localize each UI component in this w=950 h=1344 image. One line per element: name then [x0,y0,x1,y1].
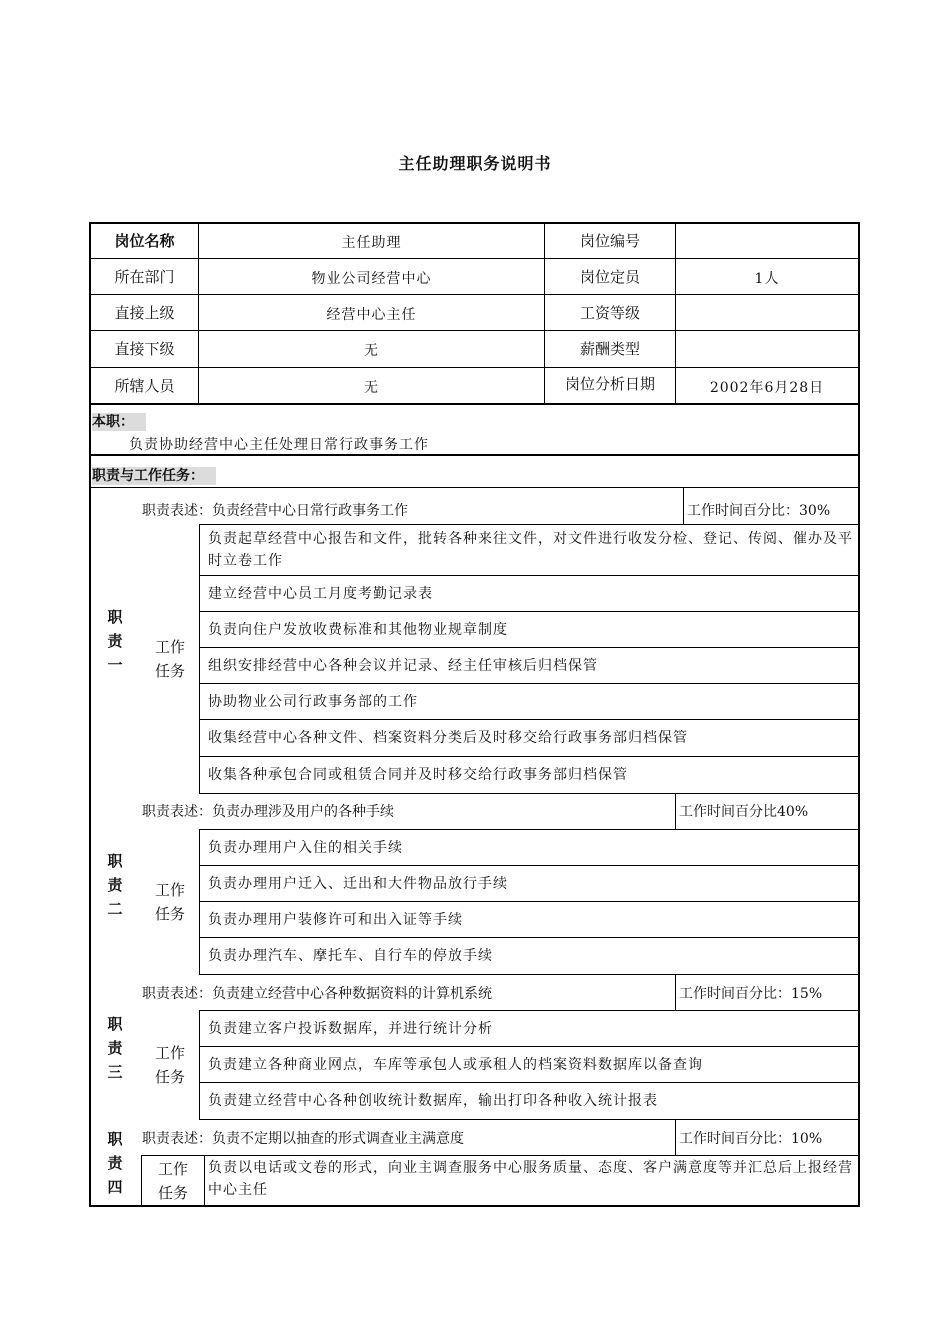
frame-right [858,222,860,1207]
label-department: 所在部门 [114,267,175,286]
duty2-task-2: 负责办理用户迁入、迁出和大件物品放行手续 [208,876,508,892]
duty1-name [91,488,139,794]
label-salary-grade: 工资等级 [579,303,640,322]
duties-heading: 职责与工作任务： [92,467,216,485]
value-analysis-date: 2002年6月28日 [709,379,825,396]
duty2-pct-divider [675,794,676,830]
duty2-name [91,794,139,975]
duty1-task-divider [199,524,200,794]
benzhi-bottom [89,454,860,456]
duty1-task-label-text: 工作任务 [154,638,185,680]
value-compensation-type [676,331,858,367]
duty1-name-text: 职责一 [107,608,123,674]
label-headcount: 岗位定员 [579,267,640,286]
duty3-task-2: 负责建立各种商业网点，车库等承包人或承租人的档案资料数据库以备查询 [208,1057,703,1073]
duty1-pct-divider [683,488,684,525]
label-position-name: 岗位名称 [114,232,175,250]
duty1-task-label [141,524,199,794]
job-description-table [89,222,860,1207]
duty4-task-divider [204,1155,205,1206]
duty4-task-label [142,1156,204,1206]
duties-heading-bottom [89,487,860,488]
duty1-task-7: 收集各种承包合同或租赁合同并及时移交给行政事务部归档保管 [208,767,628,783]
duty2-desc: 职责表述：负责办理涉及用户的各种手续 [142,804,394,820]
duty2-bottom [199,974,860,975]
duty2-task-divider [199,829,200,975]
duty2-task-1: 负责办理用户入住的相关手续 [208,840,403,856]
value-staff-under: 无 [364,379,379,396]
duty1-task-1: 负责起草经营中心报告和文件，批转各种来往文件，对文件进行收发分检、登记、传阅、催办及平时立卷工作 [208,531,853,569]
duty3-name [91,975,139,1120]
label-direct-superior: 直接上级 [114,303,175,322]
duty2-task-label-text: 工作任务 [154,881,185,923]
label-analysis-date: 岗位分析日期 [564,374,655,393]
duty3-task-label-text: 工作任务 [154,1044,185,1086]
duty2-pct: 工作时间百分比40% [679,804,809,820]
duty3-pct-divider [675,975,676,1011]
duty2-name-text: 职责二 [107,851,123,918]
value-position-name: 主任助理 [341,235,402,251]
duty3-task-label [141,1010,199,1120]
benzhi-heading: 本职： [92,413,146,431]
duty3-pct: 工作时间百分比：15% [679,986,823,1002]
value-direct-superior: 经营中心主任 [326,306,417,323]
duty3-bottom [199,1119,860,1120]
document-title: 主任助理职务说明书 [398,154,552,173]
duty1-desc: 职责表述：负责经营中心日常行政事务工作 [142,503,408,519]
label-position-code: 岗位编号 [579,232,640,250]
duty1-task-2: 建立经营中心员工月度考勤记录表 [208,586,433,602]
duty3-desc: 职责表述：负责建立经营中心各种数据资料的计算机系统 [142,986,492,1002]
value-department: 物业公司经营中心 [311,270,432,287]
duty1-task-5: 协助物业公司行政事务部的工作 [208,694,418,710]
duty1-pct: 工作时间百分比：30% [687,503,831,519]
duty3-task-3: 负责建立经营中心各种创收统计数据库，输出打印各种收入统计报表 [208,1093,658,1109]
value-position-code [676,224,858,258]
duty2-task-label [141,829,199,975]
duty2-task-3: 负责办理用户装修许可和出入证等手续 [208,912,463,928]
duty3-name-text: 职责三 [107,1014,123,1081]
duty4-pct: 工作时间百分比：10% [679,1131,823,1147]
label-direct-subordinate: 直接下级 [114,340,175,358]
value-headcount: 1人 [754,270,780,287]
duty1-bottom [199,793,860,794]
value-salary-grade [676,295,858,330]
duty4-name-text: 职责四 [107,1130,123,1196]
duty1-task-4: 组织安排经营中心各种会议并记录、经主任审核后归档保管 [208,658,598,674]
duty4-task-label-text: 工作任务 [157,1160,188,1202]
label-staff-under: 所辖人员 [114,376,175,395]
value-direct-subordinate: 无 [364,343,379,359]
duty4-desc: 职责表述：负责不定期以抽查的形式调查业主满意度 [142,1131,464,1147]
duty3-task-divider [199,1010,200,1120]
duty4-pct-divider [675,1120,676,1156]
duty1-task-3: 负责向住户发放收费标准和其他物业规章制度 [208,622,508,638]
duty4-name [91,1120,139,1206]
duty1-task-6: 收集经营中心各种文件、档案资料分类后及时移交给行政事务部归档保管 [208,730,688,746]
duty3-task-1: 负责建立客户投诉数据库，并进行统计分析 [208,1021,493,1037]
duty2-task-4: 负责办理汽车、摩托车、自行车的停放手续 [208,948,493,964]
label-compensation-type: 薪酬类型 [579,340,640,358]
duty4-task-1: 负责以电话或文卷的形式，向业主调查服务中心服务质量、态度、客户满意度等并汇总后上报经营中心主任 [208,1160,853,1198]
benzhi-text: 负责协助经营中心主任处理日常行政事务工作 [129,437,429,453]
